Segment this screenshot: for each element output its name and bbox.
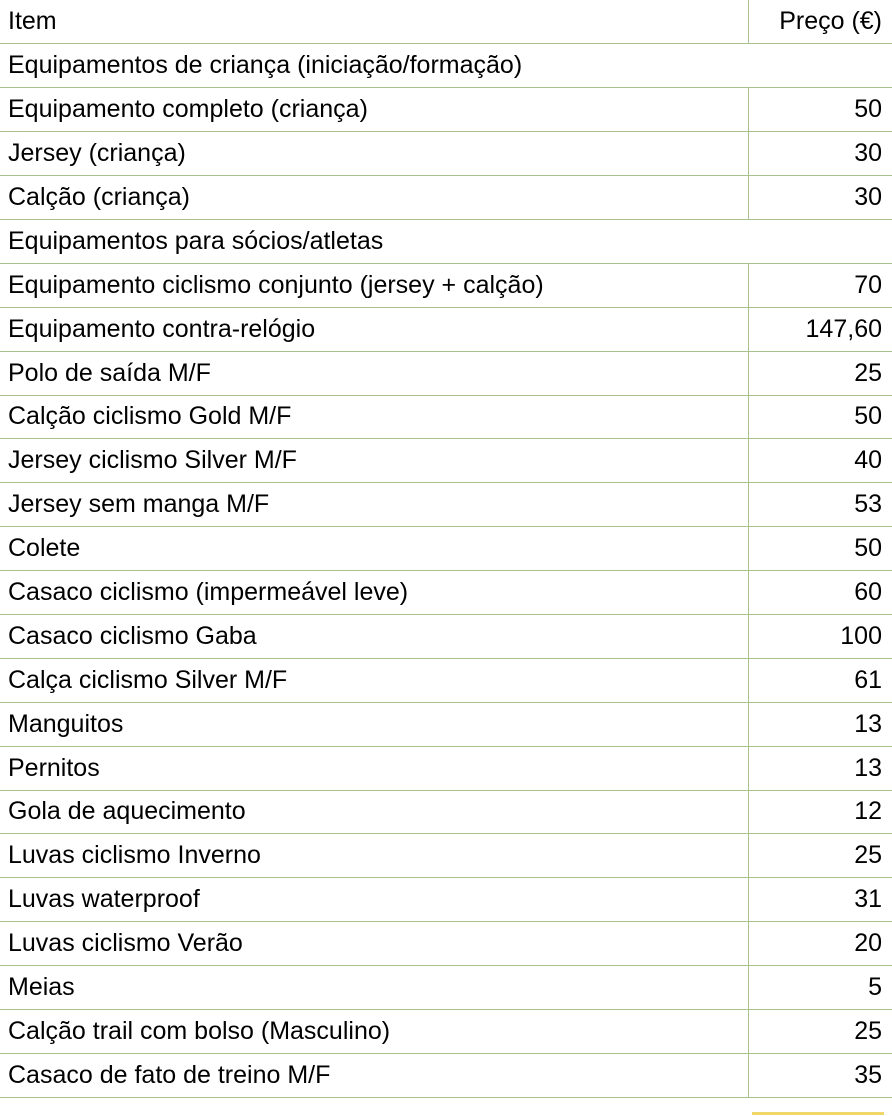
table-row xyxy=(0,922,892,966)
item-price: 25 xyxy=(748,351,892,395)
table-row xyxy=(0,1009,892,1053)
item-name: Equipamento contra-relógio xyxy=(0,307,748,351)
item-price: 53 xyxy=(748,483,892,527)
item-price: 50 xyxy=(748,88,892,132)
table-row xyxy=(0,439,892,483)
table-row xyxy=(0,702,892,746)
table-row xyxy=(0,483,892,527)
item-name: Casaco de fato de treino M/F xyxy=(0,1053,748,1097)
item-name: Calça ciclismo Silver M/F xyxy=(0,658,748,702)
section-row xyxy=(0,44,892,88)
table-body xyxy=(0,44,892,1097)
table-row xyxy=(0,176,892,220)
item-price: 5 xyxy=(748,966,892,1010)
item-name: Calção trail com bolso (Masculino) xyxy=(0,1009,748,1053)
item-name: Pernitos xyxy=(0,746,748,790)
item-price: 60 xyxy=(748,571,892,615)
item-name: Equipamento ciclismo conjunto (jersey + calção) xyxy=(0,263,748,307)
item-name: Casaco ciclismo (impermeável leve) xyxy=(0,571,748,615)
item-name: Calção ciclismo Gold M/F xyxy=(0,395,748,439)
section-title: Equipamentos para sócios/atletas xyxy=(0,219,892,263)
item-price: 61 xyxy=(748,658,892,702)
table-row xyxy=(0,263,892,307)
item-name: Colete xyxy=(0,527,748,571)
table-row xyxy=(0,132,892,176)
item-price: 50 xyxy=(748,395,892,439)
table-row xyxy=(0,527,892,571)
section-row xyxy=(0,219,892,263)
item-name: Polo de saída M/F xyxy=(0,351,748,395)
table-row xyxy=(0,1053,892,1097)
item-name: Manguitos xyxy=(0,702,748,746)
item-price: 35 xyxy=(748,1053,892,1097)
item-name: Luvas waterproof xyxy=(0,878,748,922)
item-price: 40 xyxy=(748,439,892,483)
header-item: Item xyxy=(0,0,748,44)
item-price: 12 xyxy=(748,790,892,834)
item-name: Meias xyxy=(0,966,748,1010)
item-name: Equipamento completo (criança) xyxy=(0,88,748,132)
table-row xyxy=(0,790,892,834)
item-name: Calção (criança) xyxy=(0,176,748,220)
table-row xyxy=(0,834,892,878)
item-name: Jersey sem manga M/F xyxy=(0,483,748,527)
table-row xyxy=(0,966,892,1010)
item-price: 13 xyxy=(748,746,892,790)
table-row xyxy=(0,878,892,922)
item-price: 25 xyxy=(748,834,892,878)
item-name: Casaco ciclismo Gaba xyxy=(0,614,748,658)
item-price: 50 xyxy=(748,527,892,571)
item-price: 13 xyxy=(748,702,892,746)
header-row xyxy=(0,0,892,44)
item-price: 25 xyxy=(748,1009,892,1053)
section-title: Equipamentos de criança (iniciação/formação) xyxy=(0,44,892,88)
cell-selection-marker xyxy=(752,1112,884,1115)
table-row xyxy=(0,395,892,439)
table-row xyxy=(0,351,892,395)
item-name: Luvas ciclismo Verão xyxy=(0,922,748,966)
table-row xyxy=(0,614,892,658)
item-price: 30 xyxy=(748,176,892,220)
item-price: 147,60 xyxy=(748,307,892,351)
item-name: Jersey ciclismo Silver M/F xyxy=(0,439,748,483)
item-price: 30 xyxy=(748,132,892,176)
table-row xyxy=(0,658,892,702)
table-row xyxy=(0,307,892,351)
item-price: 100 xyxy=(748,614,892,658)
table-row xyxy=(0,571,892,615)
header-price: Preço (€) xyxy=(748,0,892,44)
item-price: 20 xyxy=(748,922,892,966)
item-name: Gola de aquecimento xyxy=(0,790,748,834)
table-row xyxy=(0,746,892,790)
item-price: 70 xyxy=(748,263,892,307)
item-price: 31 xyxy=(748,878,892,922)
item-name: Luvas ciclismo Inverno xyxy=(0,834,748,878)
item-name: Jersey (criança) xyxy=(0,132,748,176)
table-row xyxy=(0,88,892,132)
